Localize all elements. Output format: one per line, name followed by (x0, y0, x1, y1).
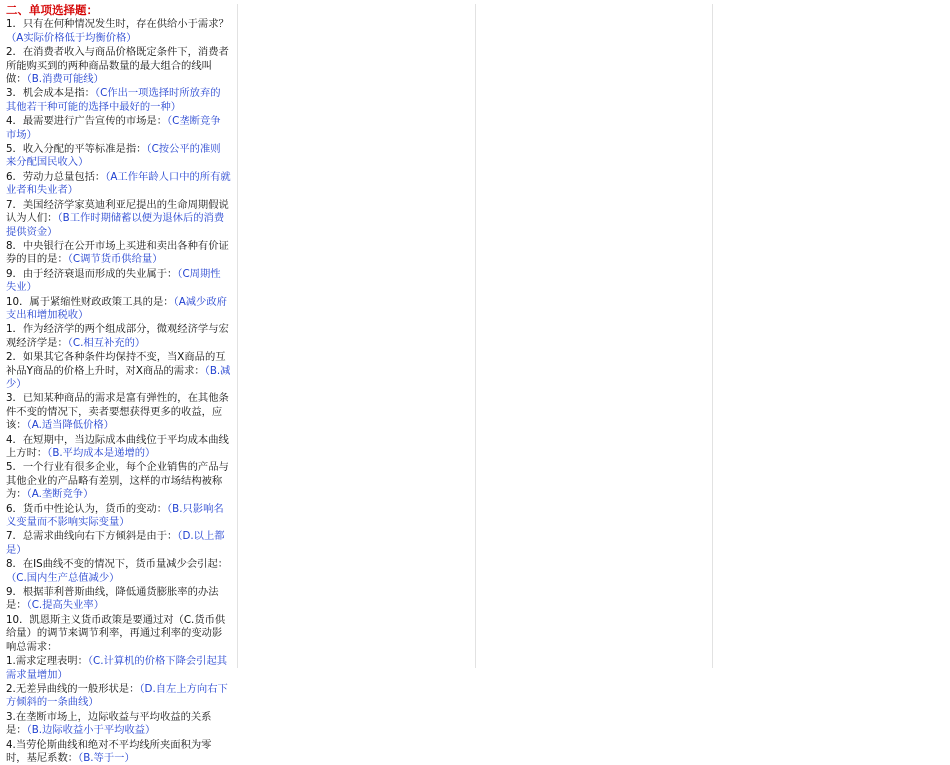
answer-text: （C按公平的准则来分配国民收入） (6, 143, 221, 169)
answer-text: （B工作时期储蓄以便为退休后的消费提供资金） (6, 212, 225, 238)
answer-text: （C.国内生产总值减少） (6, 571, 120, 584)
question-item (6, 558, 231, 585)
question-text: 7．美国经济学家莫迪利亚尼提出的生命周期假说认为人们： (6, 198, 229, 225)
question-text: 5．一个行业有很多企业，每个企业销售的产品与其他企业的产品略有差别，这样的市场结构被称为： (6, 461, 229, 501)
question-item (6, 143, 231, 170)
question-text: 9．根据菲利普斯曲线，降低通货膨胀率的办法是： (6, 586, 219, 612)
answer-text: （B.等于一） (78, 751, 135, 764)
question-item (6, 268, 231, 295)
column-3 (482, 4, 707, 668)
question-item (6, 296, 231, 323)
question-item (6, 115, 231, 142)
answer-text: （A实际价格低于均衡价格） (6, 31, 137, 44)
section-title: 二、单项选择题： (6, 3, 98, 17)
answer-text: （B.消费可能线） (26, 73, 104, 86)
column-divider (712, 4, 713, 668)
column-1 (6, 3, 231, 764)
answer-text: （A减少政府支出和增加税收） (6, 295, 227, 321)
answer-text: （C.计算机的价格下降会引起其需求量增加） (6, 655, 228, 681)
column-2 (244, 4, 469, 668)
question-item (6, 683, 231, 710)
answer-text: （B.边际收益小于平均收益） (26, 724, 156, 737)
question-text: 4．最需要进行广告宣传的市场是： (6, 115, 168, 128)
question-item (6, 351, 231, 391)
answer-text: （A.垄断竞争） (26, 488, 94, 501)
question-item (6, 323, 231, 350)
question-item (6, 18, 231, 45)
question-text: 1．只有在何种情况发生时，存在供给小于需求？ (6, 18, 229, 31)
question-item (6, 530, 231, 557)
column-divider (237, 4, 238, 668)
answer-text: （C调节货币供给量） (67, 253, 163, 266)
question-text: 6．劳动力总量包括： (6, 170, 106, 183)
question-text: 5．收入分配的平等标准是指： (6, 143, 147, 156)
question-text: 1．作为经济学的两个组成部分，微观经济学与宏观经济学是： (6, 323, 229, 349)
question-text: 4.当劳伦斯曲线和绝对不平均线所夹面积为零时，基尼系数： (6, 738, 212, 764)
question-text: 7．总需求曲线向右下方倾斜是由于： (6, 530, 178, 543)
answer-text: （B.减少） (6, 364, 231, 390)
question-item (6, 655, 231, 682)
question-text: 3．机会成本是指： (6, 87, 95, 100)
question-text: 2．在消费者收入与商品价格既定条件下，消费者所能购买到的两种商品数量的最大组合的线叫做： (6, 46, 229, 86)
question-text: 2.无差异曲线的一般形状是： (6, 682, 140, 695)
column-divider (475, 4, 476, 668)
answer-text: （C周期性失业） (6, 267, 221, 294)
question-text: 10．属于紧缩性财政政策工具的是： (6, 295, 174, 308)
question-text: 8．在IS曲线不变的情况下，货币量减少会引起： (6, 558, 229, 571)
question-item (6, 739, 231, 765)
question-text: 10．凯恩斯主义货币政策是要通过对（C.货币供给量）的调节来调节利率，再通过利率的变动影响总需求： (6, 613, 226, 653)
question-text: 2．如果其它各种条件均保持不变，当X商品的互补品Y商品的价格上升时，对X商品的需求： (6, 351, 226, 377)
question-item (6, 614, 231, 654)
answer-text: （B.只影响名义变量而不影响实际变量） (6, 502, 224, 529)
question-text: 1.需求定理表明： (6, 655, 88, 668)
answer-text: （C作出一项选择时所放弃的其他若干种可能的选择中最好的一种） (6, 87, 221, 113)
question-item (6, 461, 231, 501)
question-item (6, 711, 231, 738)
question-item (6, 46, 231, 86)
question-item (6, 434, 231, 461)
question-item (6, 240, 231, 267)
question-item (6, 199, 231, 239)
question-text: 3．已知某种商品的需求是富有弹性的，在其他条件不变的情况下，卖者要想获得更多的收益，应该： (6, 392, 229, 432)
question-text: 3.在垄断市场上，边际收益与平均收益的关系是： (6, 710, 212, 737)
answer-text: （C垄断竞争市场） (6, 115, 221, 141)
answer-text: （A.适当降低价格） (26, 419, 114, 432)
answer-text: （C.相互补充的） (67, 336, 146, 349)
answer-text: （D.以上都是） (6, 530, 225, 556)
answer-text: （C.提高失业率） (26, 599, 104, 612)
question-item (6, 171, 231, 198)
question-text: 9．由于经济衰退而形成的失业属于： (6, 267, 178, 280)
answer-text: （B.平均成本是递增的） (47, 447, 156, 459)
column-4 (719, 4, 944, 668)
question-item (6, 87, 231, 114)
question-item (6, 586, 231, 613)
answer-text: （D.自左上方向右下方倾斜的一条曲线） (6, 682, 228, 709)
answer-text: （A工作年龄人口中的所有就业者和失业者） (6, 170, 231, 197)
question-item (6, 503, 231, 530)
question-item (6, 392, 231, 432)
question-text: 6．货币中性论认为，货币的变动： (6, 502, 168, 515)
question-text: 4．在短期中，当边际成本曲线位于平均成本曲线上方时： (6, 433, 229, 459)
question-text: 8．中央银行在公开市场上买进和卖出各种有价证券的目的是： (6, 239, 229, 266)
